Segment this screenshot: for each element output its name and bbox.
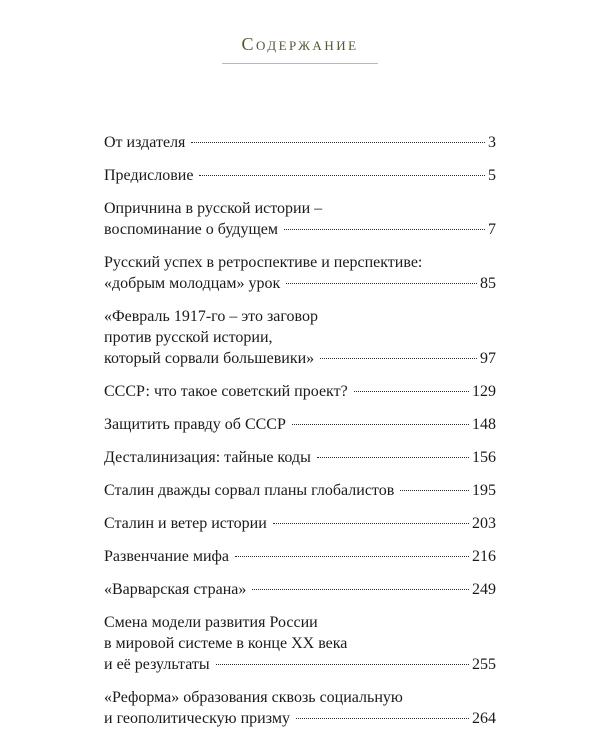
page-number: 85 <box>480 275 496 292</box>
toc-entry <box>104 546 496 567</box>
dot-leader <box>320 358 477 359</box>
toc-entry <box>104 306 496 369</box>
toc-entry-line <box>104 654 496 675</box>
dot-leader <box>273 523 469 524</box>
toc-entry-title-line: воспоминание о будущем <box>104 221 278 238</box>
toc-entry <box>104 414 496 435</box>
toc-entry-title-line: Русский успех в ретроспективе и перспективе: <box>104 254 423 271</box>
dot-leader <box>252 589 469 590</box>
title-divider <box>222 63 378 64</box>
toc-entry-line <box>104 219 496 240</box>
toc-entry <box>104 687 496 729</box>
toc-entry-title-line: против русской истории, <box>104 329 273 346</box>
toc-entry-title-line: и геополитическую призму <box>104 710 290 727</box>
toc-entry <box>104 381 496 402</box>
page-number: 148 <box>472 416 496 433</box>
page-number: 255 <box>472 656 496 673</box>
page-number: 156 <box>472 449 496 466</box>
dot-leader <box>296 718 469 719</box>
toc-entry-title-line: Защитить правду об СССР <box>104 416 286 433</box>
page-number: 216 <box>472 548 496 565</box>
page-number: 7 <box>488 221 496 238</box>
dot-leader <box>191 142 485 143</box>
toc-entry-line <box>104 708 496 729</box>
page-number: 3 <box>488 134 496 151</box>
toc-entry-title-line: в мировой системе в конце XX века <box>104 635 348 652</box>
toc-entry-line <box>104 348 496 369</box>
dot-leader <box>284 229 485 230</box>
toc-entry <box>104 252 496 294</box>
toc-entry-title-line: СССР: что такое советский проект? <box>104 383 348 400</box>
toc-entry <box>104 447 496 468</box>
toc-entry <box>104 165 496 186</box>
toc-entry-title-line: Предисловие <box>104 167 194 184</box>
dot-leader <box>199 175 485 176</box>
dot-leader <box>286 283 477 284</box>
toc-entry-title-line: «добрым молодцам» урок <box>104 275 281 292</box>
page-number: 97 <box>480 350 496 367</box>
toc-entry <box>104 480 496 501</box>
dot-leader <box>292 424 469 425</box>
table-of-contents <box>104 132 496 741</box>
dot-leader <box>317 457 469 458</box>
toc-entry-title-line: «Варварская страна» <box>104 581 247 598</box>
toc-entry <box>104 612 496 675</box>
dot-leader <box>235 556 469 557</box>
toc-entry-line <box>104 447 496 468</box>
toc-entry-line <box>104 513 496 534</box>
toc-entry-title-line: От издателя <box>104 134 186 151</box>
toc-entry-title-line: Сталин и ветер истории <box>104 515 267 532</box>
toc-entry-title-line: «Февраль 1917-го – это заговор <box>104 308 318 325</box>
toc-entry-line <box>104 381 496 402</box>
toc-entry-line <box>104 480 496 501</box>
toc-entry <box>104 579 496 600</box>
page-number: 195 <box>472 482 496 499</box>
page-number: 129 <box>472 383 496 400</box>
toc-entry-line <box>104 579 496 600</box>
toc-entry-line <box>104 132 496 153</box>
dot-leader <box>216 664 469 665</box>
page-number: 264 <box>472 710 496 727</box>
toc-entry-line <box>104 165 496 186</box>
page-title: Содержание <box>241 34 359 54</box>
toc-entry <box>104 132 496 153</box>
toc-entry-line <box>104 546 496 567</box>
toc-entry-title-line: Сталин дважды сорвал планы глобалистов <box>104 482 395 499</box>
toc-entry-line <box>104 273 496 294</box>
toc-entry <box>104 513 496 534</box>
page-number: 249 <box>472 581 496 598</box>
toc-entry-title-line: Развенчание мифа <box>104 548 229 565</box>
page-number: 5 <box>488 167 496 184</box>
toc-entry-title-line: «Реформа» образования сквозь социальную <box>104 689 403 706</box>
toc-entry-title-line: и её результаты <box>104 656 210 673</box>
page-number: 203 <box>472 515 496 532</box>
dot-leader <box>400 490 469 491</box>
toc-entry-title-line: Смена модели развития России <box>104 614 318 631</box>
toc-entry <box>104 198 496 240</box>
toc-entry-title-line: Десталинизация: тайные коды <box>104 449 311 466</box>
toc-entry-title-line: Опричнина в русской истории – <box>104 200 323 217</box>
dot-leader <box>354 391 469 392</box>
toc-entry-line <box>104 414 496 435</box>
toc-entry-title-line: который сорвали большевики» <box>104 350 315 367</box>
